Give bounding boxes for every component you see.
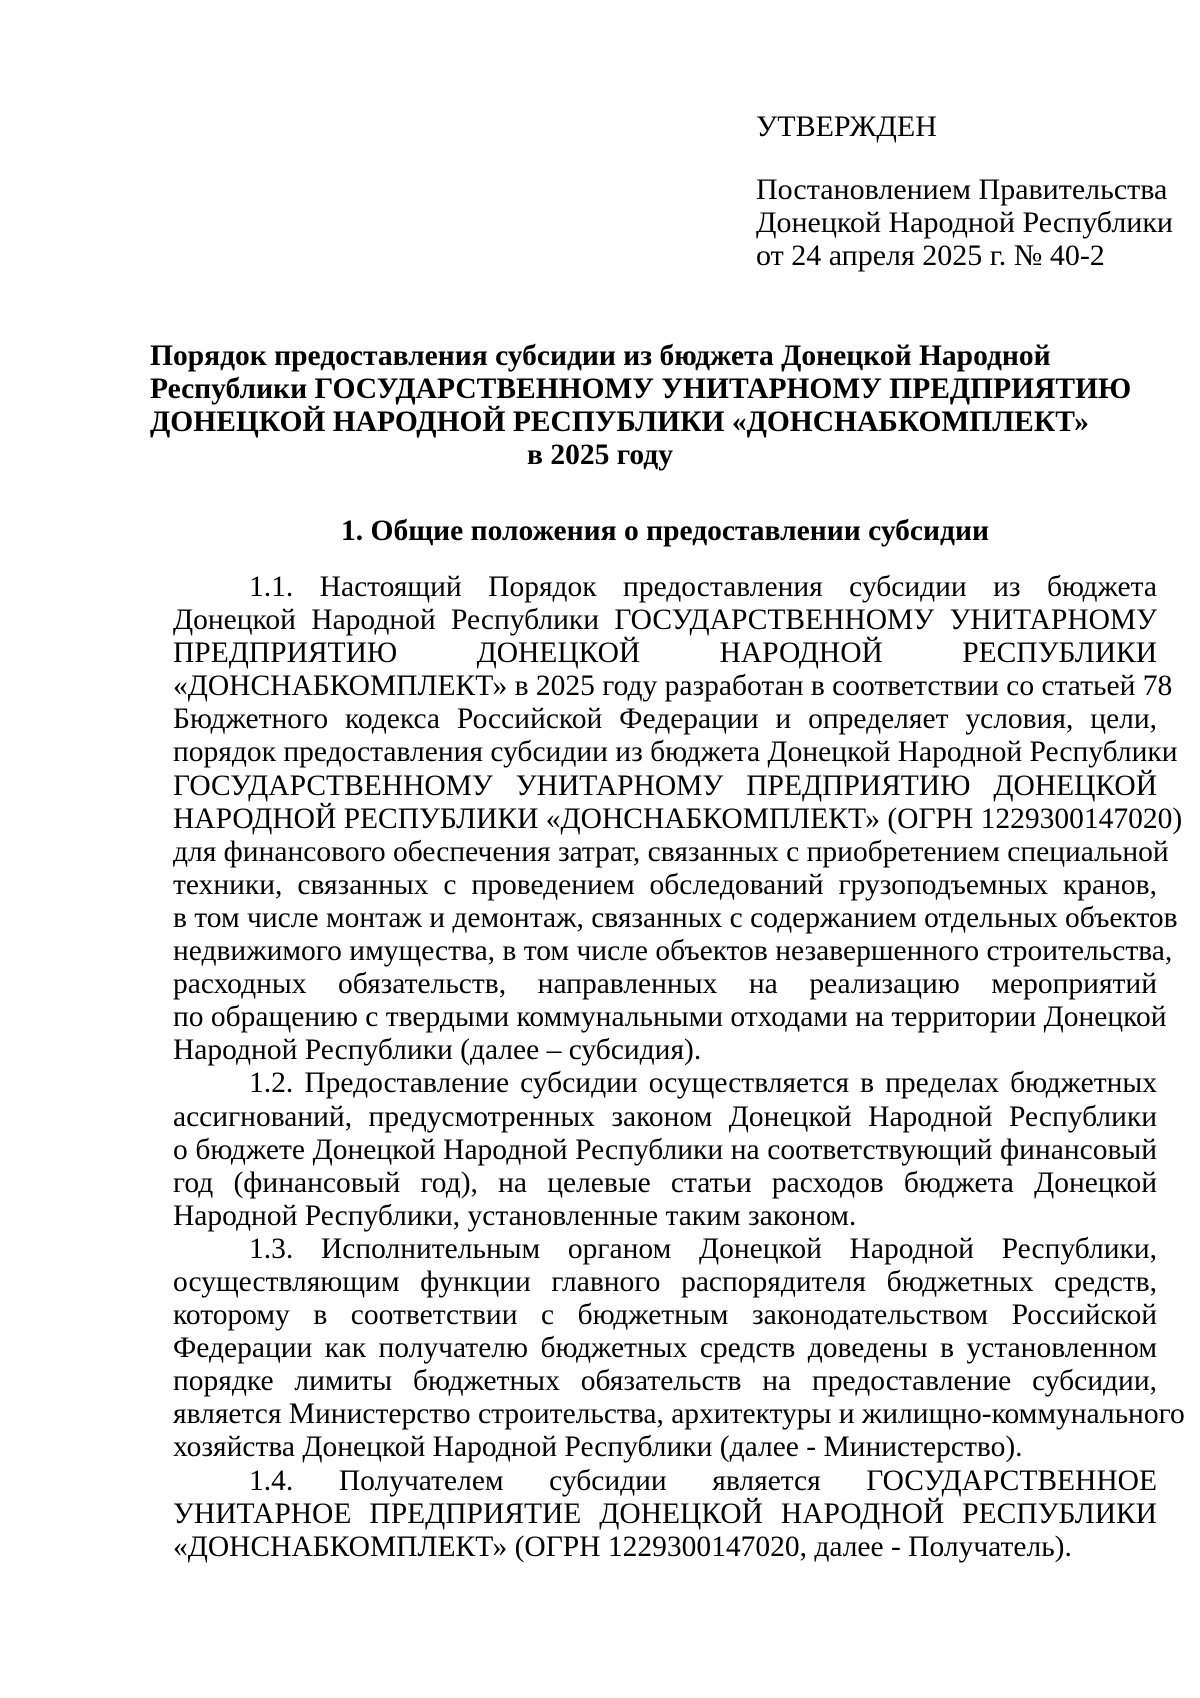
- title-line: ДОНЕЦКОЙ НАРОДНОЙ РЕСПУБЛИКИ «ДОНСНАБКОМПЛЕКТ»: [150, 406, 1089, 438]
- paragraph-line: 1.2. Предоставление субсидии осуществляется в пределах бюджетных: [249, 1067, 1157, 1100]
- paragraph-line: Донецкой Народной Республики ГОСУДАРСТВЕННОМУ УНИТАРНОМУ: [173, 604, 1157, 637]
- paragraph-line: недвижимого имущества, в том числе объектов незавершенного строительства,: [173, 935, 1173, 968]
- paragraph-line: ассигнований, предусмотренных законом Донецкой Народной Республики: [173, 1100, 1157, 1133]
- paragraph-line: является Министерство строительства, архитектуры и жилищно-коммунального: [173, 1398, 1185, 1431]
- paragraph-line: в том числе монтаж и демонтаж, связанных с содержанием отдельных объектов: [173, 901, 1178, 934]
- paragraph-line: по обращению с твердыми коммунальными отходами на территории Донецкой: [173, 1001, 1167, 1034]
- paragraph-line: расходных обязательств, направленных на реализацию мероприятий: [173, 968, 1157, 1001]
- paragraph-line: хозяйства Донецкой Народной Республики (далее - Министерство).: [173, 1431, 1023, 1464]
- paragraph-line: осуществляющим функции главного распорядителя бюджетных средств,: [173, 1265, 1157, 1298]
- paragraph-line: 1.3. Исполнительным органом Донецкой Народной Республики,: [249, 1232, 1157, 1265]
- paragraph-line: Федерации как получателю бюджетных средств доведены в установленном: [173, 1332, 1157, 1365]
- paragraph-line: год (финансовый год), на целевые статьи расходов бюджета Донецкой: [173, 1166, 1157, 1199]
- title-line: Республики ГОСУДАРСТВЕННОМУ УНИТАРНОМУ ПРЕДПРИЯТИЮ: [150, 373, 1132, 405]
- paragraph-2: [173, 1067, 1157, 1232]
- title-line: в 2025 году: [527, 439, 673, 471]
- paragraph-line: техники, связанных с проведением обследований грузоподъемных кранов,: [173, 868, 1157, 901]
- paragraph-line: НАРОДНОЙ РЕСПУБЛИКИ «ДОНСНАБКОМПЛЕКТ» (ОГРН 1229300147020): [173, 802, 1183, 835]
- paragraph-1: [173, 571, 1183, 1067]
- paragraph-line: Народной Республики (далее – субсидия).: [173, 1034, 702, 1067]
- document-body: [173, 571, 1185, 1564]
- paragraph-line: Народной Республики, установленные таким законом.: [173, 1199, 857, 1232]
- paragraph-line: порядке лимиты бюджетных обязательств на предоставление субсидии,: [173, 1365, 1157, 1398]
- section-heading: 1. Общие положения о предоставлении субсидии: [341, 515, 989, 547]
- title-line: Порядок предоставления субсидии из бюджета Донецкой Народной: [150, 340, 1051, 372]
- paragraph-line: ПРЕДПРИЯТИЮ ДОНЕЦКОЙ НАРОДНОЙ РЕСПУБЛИКИ: [173, 637, 1157, 670]
- paragraph-line: о бюджете Донецкой Народной Республики на соответствующий финансовый: [173, 1133, 1157, 1166]
- paragraph-line: 1.1. Настоящий Порядок предоставления субсидии из бюджета: [249, 571, 1157, 603]
- paragraph-line: для финансового обеспечения затрат, связанных с приобретением специальной: [173, 835, 1169, 868]
- document-title: [150, 340, 1132, 472]
- approval-line: Донецкой Народной Республики: [756, 206, 1173, 239]
- paragraph-4: [173, 1465, 1157, 1564]
- paragraph-line: ГОСУДАРСТВЕННОМУ УНИТАРНОМУ ПРЕДПРИЯТИЮ ДОНЕЦКОЙ: [173, 769, 1157, 802]
- paragraph-line: 1.4. Получателем субсидии является ГОСУДАРСТВЕННОЕ: [249, 1464, 1157, 1497]
- paragraph-3: [173, 1232, 1185, 1465]
- paragraph-line: «ДОНСНАБКОМПЛЕКТ» (ОГРН 1229300147020, далее - Получатель).: [173, 1530, 1072, 1563]
- approval-line: от 24 апреля 2025 г. № 40-2: [756, 239, 1105, 272]
- approved-label: УТВЕРЖДЕН: [756, 110, 937, 143]
- paragraph-line: УНИТАРНОЕ ПРЕДПРИЯТИЕ ДОНЕЦКОЙ НАРОДНОЙ РЕСПУБЛИКИ: [173, 1497, 1157, 1530]
- approval-line: Постановлением Правительства: [756, 173, 1168, 206]
- paragraph-line: порядок предоставления субсидии из бюджета Донецкой Народной Республики: [173, 736, 1178, 769]
- paragraph-line: «ДОНСНАБКОМПЛЕКТ» в 2025 году разработан в соответствии со статьей 78: [173, 670, 1173, 703]
- paragraph-line: которому в соответствии с бюджетным законодательством Российской: [173, 1299, 1157, 1332]
- paragraph-line: Бюджетного кодекса Российской Федерации и определяет условия, цели,: [173, 703, 1157, 736]
- approval-block: [756, 110, 1176, 272]
